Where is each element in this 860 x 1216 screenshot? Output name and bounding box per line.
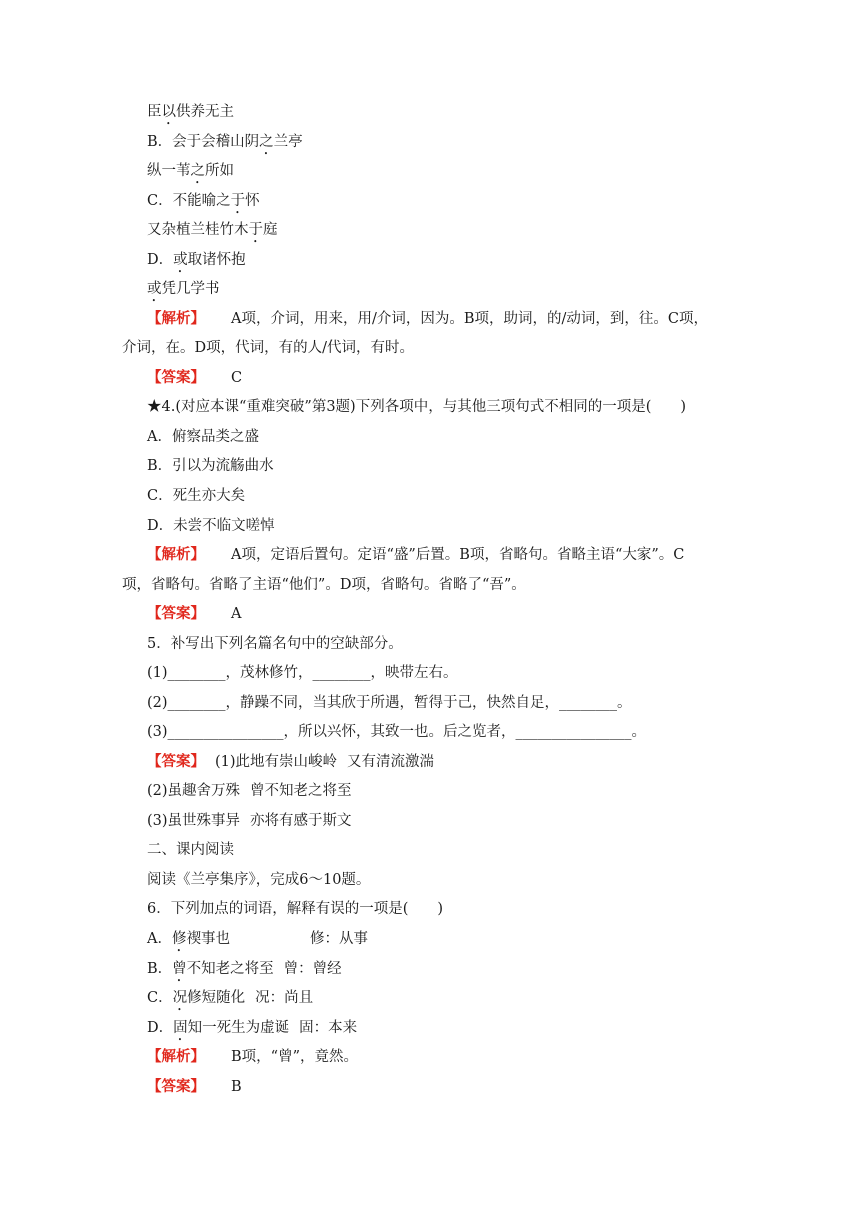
answer-tag: 【答案】 xyxy=(147,605,205,622)
emphasized-char: 或 xyxy=(147,281,162,297)
q3-option-b-line2: 纵一苇之所如 xyxy=(147,163,234,179)
q5-answer-3: (3)虽世殊事异 亦将有感于斯文 xyxy=(147,813,352,829)
emphasized-char: 况 xyxy=(172,990,188,1006)
q5-answer-2: (2)虽趣舍万殊 曾不知老之将至 xyxy=(147,783,352,799)
q3-option-d-line2: 或凭几学书 xyxy=(147,281,220,297)
analysis-tag: 【解析】 xyxy=(147,546,205,563)
q4-option-c: C．死生亦大矣 xyxy=(147,488,246,504)
section-heading: 二、课内阅读 xyxy=(147,842,234,858)
emphasized-char: 固 xyxy=(173,1020,188,1036)
q5-answer: 【答案】 (1)此地有崇山峻岭 又有清流激湍 xyxy=(147,753,435,770)
section-intro: 阅读《兰亭集序》，完成6～10题。 xyxy=(147,872,371,888)
emphasized-char: 之 xyxy=(190,163,205,179)
q6-option-c: C．况修短随化 况：尚且 xyxy=(147,990,314,1006)
answer-tag: 【答案】 xyxy=(147,753,205,770)
q3-option-b-line1: B．会于会稽山阴之兰亭 xyxy=(147,134,303,150)
q3-option-c-line2: 又杂植兰桂竹木于庭 xyxy=(147,222,278,238)
q4-analysis-cont: 项，省略句。省略了主语“他们”。D项，省略句。省略了“吾”。 xyxy=(122,577,526,593)
emphasized-char: 或 xyxy=(173,252,188,268)
q3-option-a-line2: 臣以供养无主 xyxy=(147,104,234,120)
analysis-tag: 【解析】 xyxy=(147,1048,205,1065)
q4-option-a: A．俯察品类之盛 xyxy=(147,429,259,445)
q6-option-b: B．曾不知老之将至 曾：曾经 xyxy=(147,961,342,977)
q4-option-d: D．未尝不临文嗟悼 xyxy=(147,518,275,534)
q6-answer: 【答案】 B xyxy=(147,1078,242,1095)
q5-stem: 5．补写出下列名篇名句中的空缺部分。 xyxy=(147,636,403,652)
q4-stem: ★4.(对应本课“重难突破”第3题)下列各项中，与其他三项句式不相同的一项是( ) xyxy=(147,399,687,415)
q6-option-a: A．修禊事也 修：从事 xyxy=(147,931,368,947)
q3-option-d-line1: D．或取诸怀抱 xyxy=(147,252,246,268)
answer-tag: 【答案】 xyxy=(147,369,205,386)
answer-tag: 【答案】 xyxy=(147,1078,205,1095)
q5-blank-2: (2)________，静躁不同，当其欣于所遇，暂得于己，快然自足，________。 xyxy=(147,695,632,711)
q3-analysis-cont: 介词，在。D项，代词，有的人/代词，有时。 xyxy=(122,340,415,356)
emphasized-char: 以 xyxy=(161,104,176,120)
q5-blank-3: (3)________________，所以兴怀，其致一也。后之览者，________________。 xyxy=(147,724,647,740)
q4-option-b: B．引以为流觞曲水 xyxy=(147,458,274,474)
analysis-tag: 【解析】 xyxy=(147,310,205,327)
q3-option-c-line1: C．不能喻之于怀 xyxy=(147,193,260,209)
q5-blank-1: (1)________，茂林修竹，________，映带左右。 xyxy=(147,665,458,681)
emphasized-char: 修 xyxy=(171,931,187,947)
emphasized-char: 曾 xyxy=(172,961,187,977)
q3-analysis: 【解析】 A项，介词，用来，用/介词，因为。B项，助词，的/动词，到，往。C项， xyxy=(147,310,708,327)
q3-answer: 【答案】 C xyxy=(147,369,243,386)
emphasized-char: 于 xyxy=(248,222,263,238)
q6-stem: 6．下列加点的词语，解释有误的一项是( ) xyxy=(147,901,444,917)
q4-answer: 【答案】 A xyxy=(147,605,242,622)
q6-option-d: D．固知一死生为虚诞 固：本来 xyxy=(147,1020,358,1036)
emphasized-char: 于 xyxy=(230,193,246,209)
emphasized-char: 之 xyxy=(259,134,274,150)
q4-analysis: 【解析】 A项，定语后置句。定语“盛”后置。B项，省略句。省略主语“大家”。C xyxy=(147,546,685,563)
q6-analysis: 【解析】 B项，“曾”，竟然。 xyxy=(147,1048,358,1065)
